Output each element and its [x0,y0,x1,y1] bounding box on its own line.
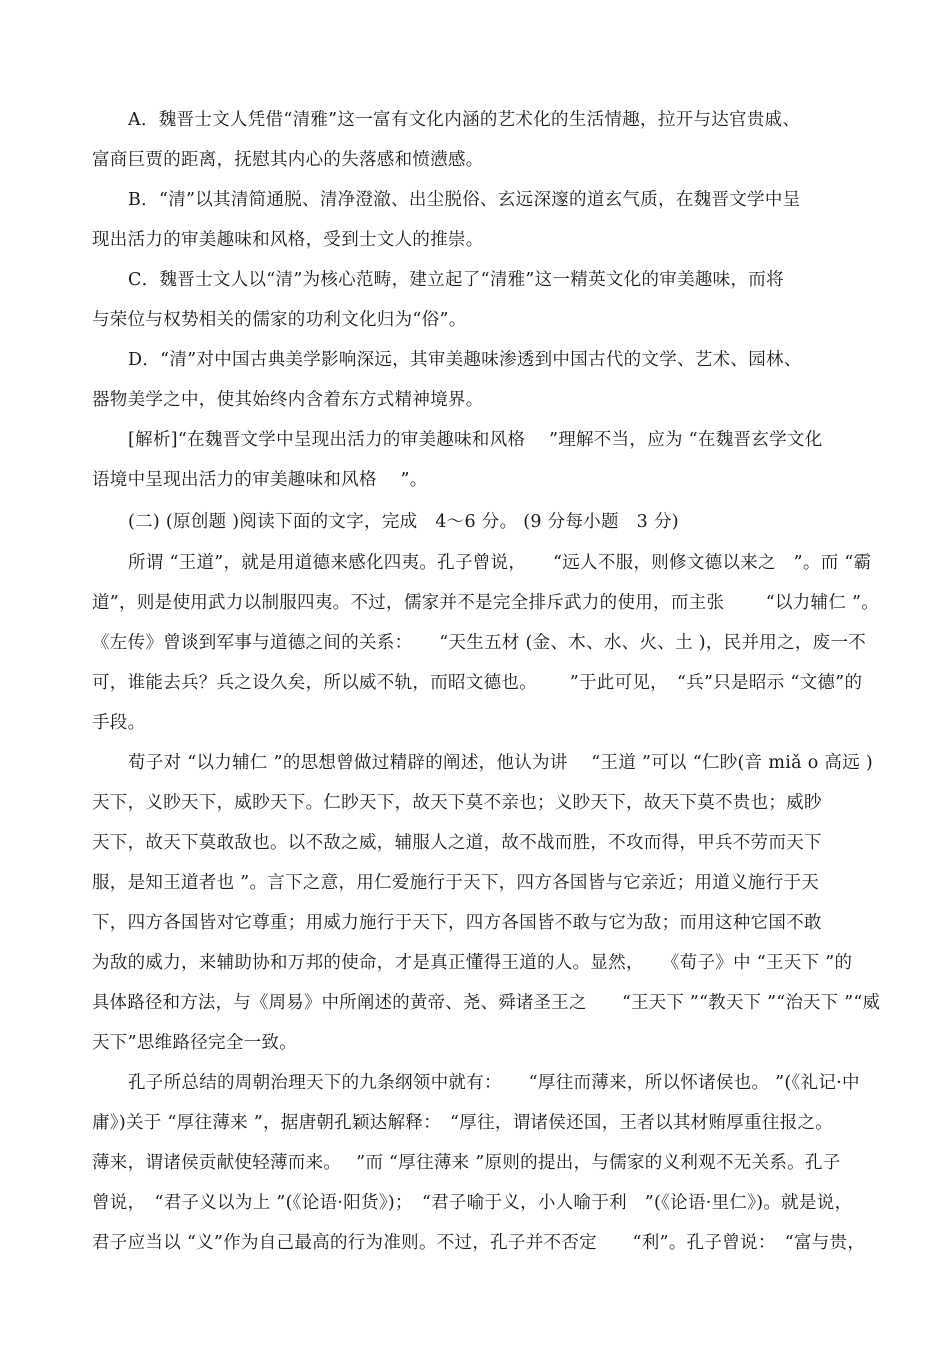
option-c-line-1: C．魏晋士文人以“清”为核心范畴，建立起了“清雅”这一精英文化的审美趣味，而将 [128,270,784,290]
para-1-line-4: 可，谁能去兵？兵之设久矣，所以威不轨，而昭文德也。 ”于此可见， “兵”只是昭示 “文德”的 [92,673,863,693]
para-3-line-2: 庸》)关于 “厚往薄来 ”，据唐朝孔颖达解释： “厚往，谓诸侯还国，王者以其材贿厚重往报之。 [92,1113,834,1133]
para-3-line-4: 曾说， “君子义以为上 ”(《论语·阳货》)； “君子喻于义，小人喻于利 ”(《论语·里仁》)。就是说， [92,1193,853,1213]
para-2-line-6: 为敌的威力，来辅助协和万邦的使命，才是真正懂得王道的人。显然， 《荀子》中 “王天下 ”的 [92,953,853,973]
para-1-line-1: 所谓 “王道”，就是用道德来感化四夷。孔子曾说， “远人不服，则修文德以来之 ”。而 “霸 [128,553,872,573]
para-2-line-7: 具体路径和方法，与《周易》中所阐述的黄帝、尧、舜诸圣王之 “王天下 ”“教天下 ”“治天下 ”“威 [92,993,881,1013]
option-a-line-2: 富商巨贾的距离，抚慰其内心的失落感和愤懑感。 [92,150,484,170]
para-1-line-5: 手段。 [92,713,146,733]
option-d-line-1: D．“清”对中国古典美学影响深远，其审美趣味渗透到中国古代的文学、艺术、园林、 [128,350,802,370]
analysis-line-1: [解析]“在魏晋文学中呈现出活力的审美趣味和风格 ”理解不当，应为 “在魏晋玄学文化 [128,430,823,450]
option-d-line-2: 器物美学之中，使其始终内含着东方式精神境界。 [92,390,484,410]
para-2-line-4: 服，是知王道者也 ”。言下之意，用仁爱施行于天下，四方各国皆与它亲近；用道义施行于天 [92,873,820,893]
option-a-line-1: A．魏晋士文人凭借“清雅”这一富有文化内涵的艺术化的生活情趣，拉开与达官贵戚、 [128,110,801,130]
para-1-line-2: 道”，则是使用武力以制服四夷。不过，儒家并不是完全排斥武力的使用，而主张 “以力辅仁 ”。 [92,593,880,613]
option-b-line-2: 现出活力的审美趣味和风格，受到士文人的推崇。 [92,230,484,250]
para-1-line-3: 《左传》曾谈到军事与道德之间的关系： “天生五材 (金、木、水、火、土 )，民并用之，废一不 [92,633,867,653]
section-heading: (二) (原创题 )阅读下面的文字，完成 4～6 分。 (9 分每小题 3 分) [128,512,679,532]
para-2-line-3: 天下，故天下莫敢敌也。以不敌之威，辅服人之道，故不战而胜，不攻而得，甲兵不劳而天下 [92,833,822,853]
option-b-line-1: B．“清”以其清简通脱、清净澄澈、出尘脱俗、玄远深邃的道玄气质，在魏晋文学中呈 [128,190,801,210]
option-c-line-2: 与荣位与权势相关的儒家的功利文化归为“俗”。 [92,310,467,330]
para-2-line-2: 天下，义眇天下，威眇天下。仁眇天下，故天下莫不亲也；义眇天下，故天下莫不贵也；威眇 [92,793,822,813]
para-2-line-1: 荀子对 “以力辅仁 ”的思想曾做过精辟的阐述，他认为讲 “王道 ”可以 “仁眇(音 miǎ o 高远 ) [128,753,874,773]
para-3-line-1: 孔子所总结的周朝治理天下的九条纲领中就有： “厚往而薄来，所以怀诸侯也。 ”(《礼记·中 [128,1073,860,1093]
para-2-line-8: 天下”思维路径完全一致。 [92,1033,298,1053]
analysis-line-2: 语境中呈现出活力的审美趣味和风格 ”。 [92,470,428,490]
para-3-line-3: 薄来，谓诸侯贡献使轻薄而来。 ”而 “厚往薄来 ”原则的提出，与儒家的义利观不无关系。孔子 [92,1153,841,1173]
para-2-line-5: 下，四方各国皆对它尊重；用威力施行于天下，四方各国皆不敢与它为敌；而用这种它国不敢 [92,913,822,933]
para-3-line-5: 君子应当以 “义”作为自己最高的行为准则。不过，孔子并不否定 “利”。孔子曾说： “富与贵， [92,1233,866,1253]
